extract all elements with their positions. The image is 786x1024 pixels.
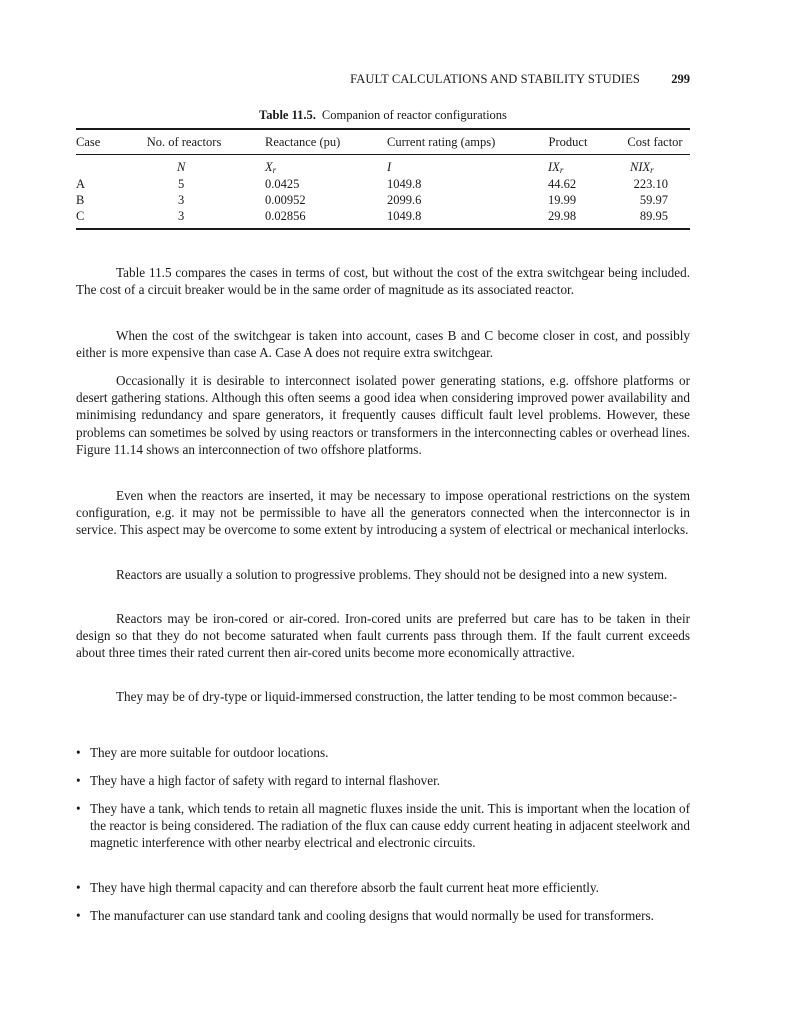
cell-reactance: 0.02856 [265, 209, 306, 223]
cell-product: 29.98 [548, 209, 577, 223]
paragraph: When the cost of the switchgear is taken into account, cases B and C become closer in cost, and possibly either is more expensive than case A. Case A does not require extra switchgear. [76, 328, 690, 361]
header-cost-factor: Cost factor [627, 135, 683, 149]
running-header [76, 72, 690, 90]
page-number: 299 [671, 72, 690, 86]
cell-product: 44.62 [548, 177, 577, 191]
table-caption-text: Companion of reactor configurations [321, 108, 507, 122]
paragraph: Reactors are usually a solution to progressive problems. They should not be designed into a new system. [116, 567, 668, 582]
list-item [76, 772, 690, 789]
header-title: FAULT CALCULATIONS AND STABILITY STUDIES [350, 72, 640, 86]
symbol-xr: $X_r$ [265, 160, 277, 175]
paragraph: Even when the reactors are inserted, it may be necessary to impose operational restrictions on the system configuration, e.g. it may not be permissible to have all the generators connected when the interconnector is in service. This aspect may be overcome to some extent by introducing a system of electrical or mechanical interlocks. [76, 488, 690, 538]
list-item-text: They are more suitable for outdoor locations. [90, 745, 329, 760]
cell-case: B [76, 193, 85, 207]
cell-current: 2099.6 [387, 193, 422, 207]
cell-reactors: 5 [178, 177, 185, 191]
header-reactance: Reactance (pu) [265, 135, 341, 149]
paragraph: They may be of dry-type or liquid-immersed construction, the latter tending to be most common because:- [116, 689, 678, 704]
paragraph: Table 11.5 compares the cases in terms of cost, but without the cost of the extra switchgear being included. The cost of a circuit breaker would be in the same order of magnitude as its associated reactor. [76, 265, 690, 298]
cell-reactance: 0.00952 [265, 193, 306, 207]
symbol-n: N [177, 160, 186, 174]
header-current-rating: Current rating (amps) [387, 135, 496, 149]
symbol-i: I [387, 160, 392, 174]
list-item-text: The manufacturer can use standard tank and cooling designs that would normally be used for transformers. [90, 908, 654, 923]
cell-cost-factor: 223.10 [633, 177, 668, 191]
cell-case: C [76, 209, 85, 223]
list-item [76, 744, 690, 761]
list-item [76, 800, 690, 852]
cell-current: 1049.8 [387, 177, 422, 191]
cell-reactors: 3 [178, 209, 185, 223]
table-header-rule [76, 154, 690, 155]
cell-cost-factor: 89.95 [639, 209, 668, 223]
cell-current: 1049.8 [387, 209, 422, 223]
symbol-ixr: $IX_r$ [548, 160, 564, 175]
cell-product: 19.99 [548, 193, 577, 207]
list-item-text: They have a high factor of safety with regard to internal flashover. [90, 773, 441, 788]
table-caption-label: Table 11.5. [259, 108, 316, 122]
list-item [76, 879, 690, 896]
cell-cost-factor: 59.97 [639, 193, 668, 207]
symbol-nixr: $NIX_r$ [630, 160, 654, 175]
paragraph: Reactors may be iron-cored or air-cored. Iron-cored units are preferred but care has to be taken in their design so that they do not become saturated when fault currents pass through them. If the fault current exceeds about three times their rated current then air-cored units become more economically attractive. [76, 611, 690, 661]
bullet-icon: • [76, 880, 81, 895]
bullet-icon: • [76, 908, 81, 923]
header-case: Case [76, 135, 101, 149]
header-product: Product [548, 135, 588, 149]
list-item-text: They have a tank, which tends to retain all magnetic fluxes inside the unit. This is important when the location of the reactor is being considered. The radiation of the flux can cause eddy current heating in adjacent steelwork and magnetic interference with other nearby electrical and electronic circuits. [90, 801, 690, 851]
header-reactors: No. of reactors [146, 135, 222, 149]
paragraph: Occasionally it is desirable to interconnect isolated power generating stations, e.g. offshore platforms or desert gathering stations. Although this often seems a good idea when considering improved power availability and minimising redundancy and spare generators, it frequently causes difficult fault level problems. However, these problems can sometimes be solved by using reactors or transformers in the interconnecting cables or overhead lines. Figure 11.14 shows an interconnection of two offshore platforms. [76, 373, 690, 457]
bullet-icon: • [76, 773, 81, 788]
table-caption [76, 108, 690, 123]
cell-reactance: 0.0425 [265, 177, 300, 191]
table-bottom-rule [76, 228, 690, 230]
bullet-icon: • [76, 745, 81, 760]
table-top-rule [76, 128, 690, 130]
cell-reactors: 3 [178, 193, 185, 207]
cell-case: A [76, 177, 86, 191]
bullet-icon: • [76, 801, 81, 816]
list-item [76, 907, 690, 924]
list-item-text: They have high thermal capacity and can therefore absorb the fault current heat more efficiently. [90, 880, 599, 895]
